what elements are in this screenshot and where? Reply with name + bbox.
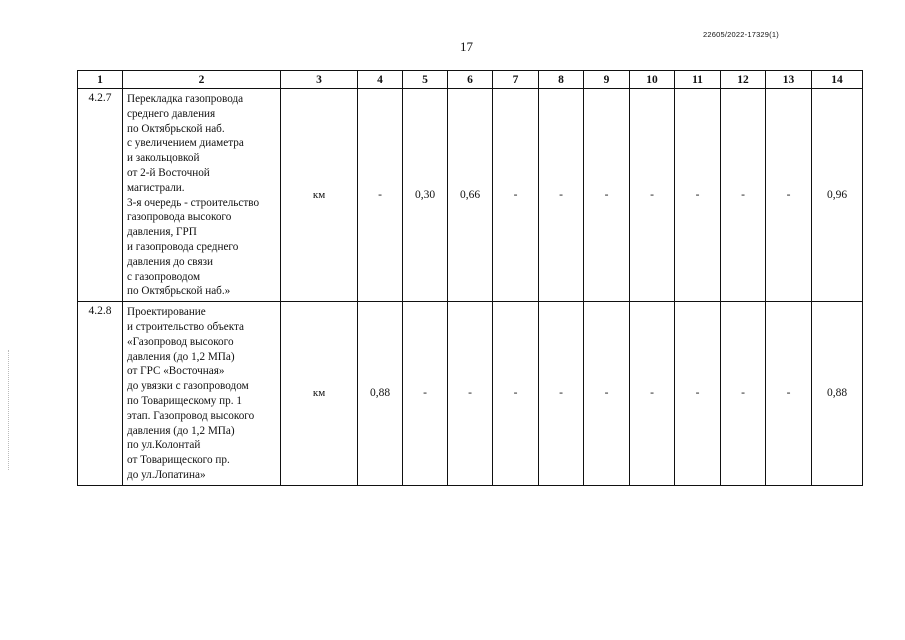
row-description (123, 302, 281, 486)
description-line: по Октябрьской наб. (127, 122, 225, 135)
total-cell: 0,88 (812, 302, 863, 486)
value-cell: - (539, 302, 584, 486)
margin-marks (8, 350, 10, 470)
value-cell: - (675, 89, 721, 302)
value-cell: - (721, 302, 766, 486)
description-line: от 2-й Восточной (127, 166, 210, 179)
description-line: до ул.Лопатина» (127, 468, 206, 481)
description-line: по Октябрьской наб.» (127, 285, 231, 298)
header-row (78, 71, 863, 89)
row-number: 4.2.8 (78, 302, 123, 486)
description-line: давления, ГРП (127, 226, 197, 239)
unit-cell: км (281, 89, 358, 302)
column-header: 12 (721, 71, 766, 89)
description-line: давления (до 1,2 МПа) (127, 350, 235, 363)
column-header: 2 (123, 71, 281, 89)
description-line: этап. Газопровод высокого (127, 409, 255, 422)
value-cell: - (766, 302, 812, 486)
description-line: и строительство объекта (127, 320, 244, 333)
value-cell: - (539, 89, 584, 302)
column-header: 14 (812, 71, 863, 89)
description-line: магистрали. (127, 181, 185, 194)
description-line: с газопроводом (127, 270, 201, 283)
description-line: Проектирование (127, 306, 206, 319)
table-row (78, 302, 863, 486)
description-line: 3-я очередь - строительство (127, 196, 260, 209)
column-header: 4 (358, 71, 403, 89)
description-line: по ул.Колонтай (127, 439, 201, 452)
value-cell: - (448, 302, 493, 486)
column-header: 13 (766, 71, 812, 89)
value-cell: - (358, 89, 403, 302)
column-header: 1 (78, 71, 123, 89)
value-cell: - (721, 89, 766, 302)
value-cell: - (584, 89, 630, 302)
description-line: давления (до 1,2 МПа) (127, 424, 235, 437)
document-reference: 22605/2022-17329(1) (703, 30, 779, 39)
column-header: 3 (281, 71, 358, 89)
description-line: среднего давления (127, 107, 216, 120)
column-header: 9 (584, 71, 630, 89)
column-header: 6 (448, 71, 493, 89)
total-cell: 0,96 (812, 89, 863, 302)
value-cell: - (675, 302, 721, 486)
column-header: 10 (630, 71, 675, 89)
value-cell: 0,30 (403, 89, 448, 302)
description-line: Перекладка газопровода (127, 93, 244, 105)
value-cell: - (630, 302, 675, 486)
row-description (123, 89, 281, 302)
description-line: до увязки с газопроводом (127, 380, 249, 393)
description-line: от ГРС «Восточная» (127, 365, 225, 378)
value-cell: 0,66 (448, 89, 493, 302)
description-line: по Товарищескому пр. 1 (127, 394, 242, 407)
value-cell: - (766, 89, 812, 302)
data-table (77, 70, 863, 486)
column-header: 8 (539, 71, 584, 89)
row-number: 4.2.7 (78, 89, 123, 302)
value-cell: 0,88 (358, 302, 403, 486)
table-row (78, 89, 863, 302)
description-line: с увеличением диаметра (127, 137, 244, 150)
column-header: 7 (493, 71, 539, 89)
description-line: «Газопровод высокого (127, 335, 234, 348)
description-line: газопровода высокого (127, 211, 232, 224)
value-cell: - (584, 302, 630, 486)
value-cell: - (403, 302, 448, 486)
value-cell: - (493, 302, 539, 486)
description-line: от Товарищеского пр. (127, 454, 230, 467)
column-header: 11 (675, 71, 721, 89)
value-cell: - (493, 89, 539, 302)
unit-cell: км (281, 302, 358, 486)
description-line: и газопровода среднего (127, 240, 239, 253)
column-header: 5 (403, 71, 448, 89)
value-cell: - (630, 89, 675, 302)
page-number: 17 (460, 39, 473, 54)
description-line: давления до связи (127, 255, 213, 268)
description-line: и закольцовкой (127, 152, 200, 165)
